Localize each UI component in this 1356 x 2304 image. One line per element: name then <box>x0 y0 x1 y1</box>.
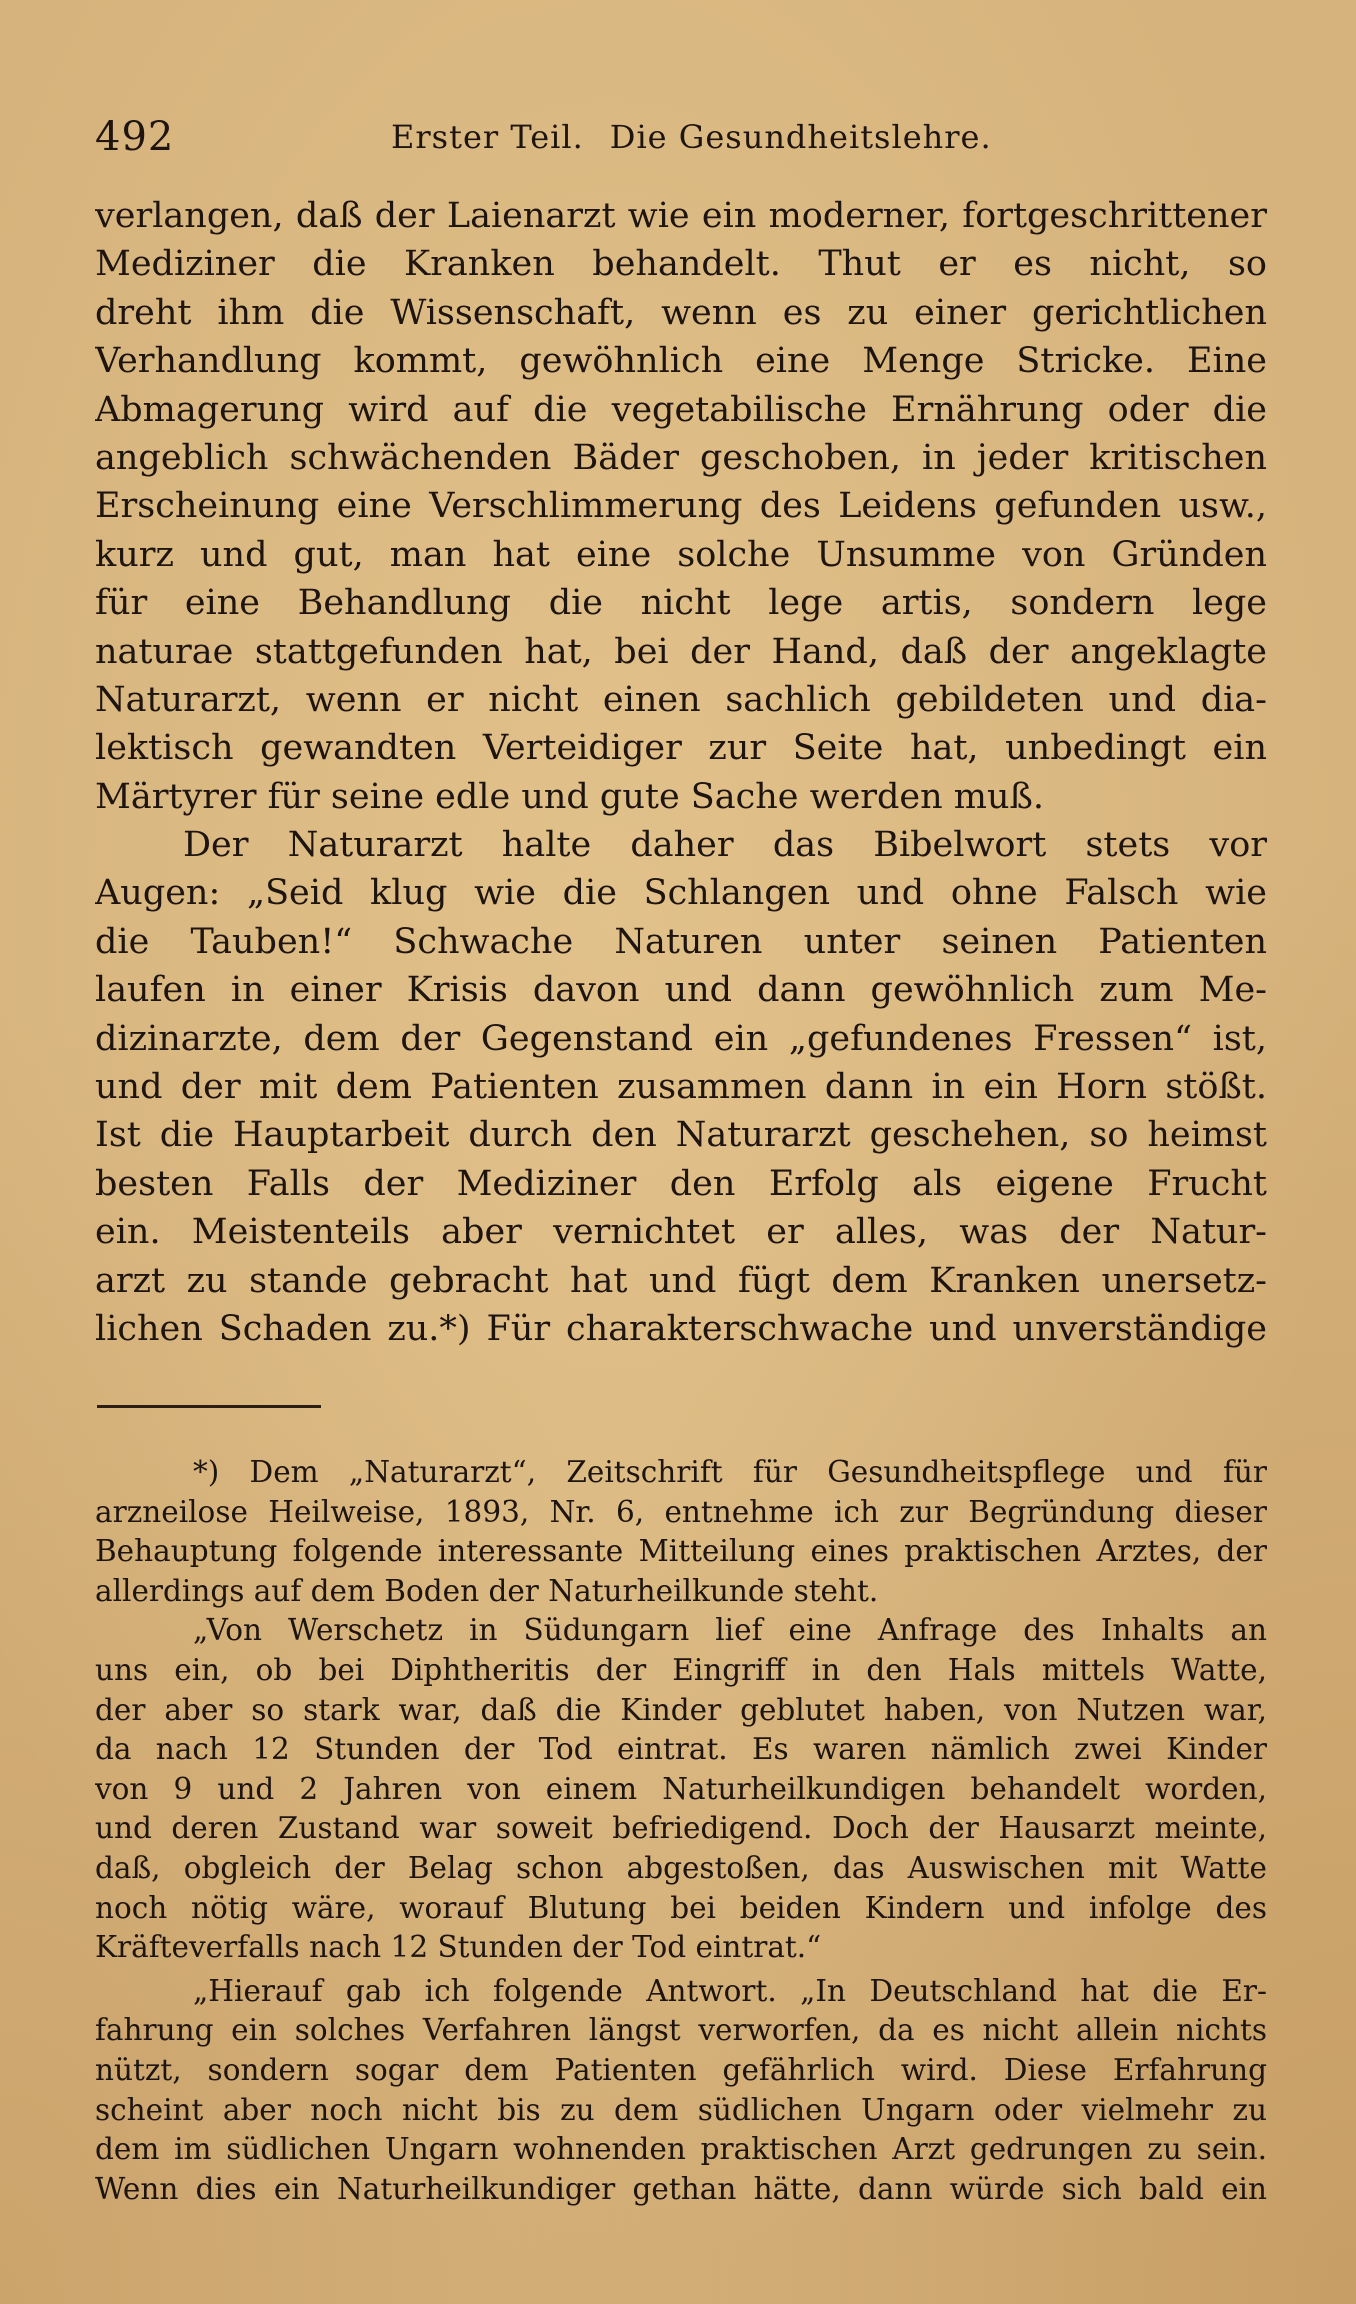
text-line: laufen in einer Krisis davon und dann gewöhnlich zum Me- <box>95 970 1267 1011</box>
text-line: arzt zu stande gebracht hat und fügt dem Kranken unersetz- <box>95 1260 1267 1301</box>
footnote-line: „Hierauf gab ich folgende Antwort. „In Deutschland hat die Er- <box>193 1973 1267 2008</box>
text-line: Ist die Hauptarbeit durch den Naturarzt geschehen, so heimst <box>95 1115 1267 1156</box>
footnote <box>95 1453 1267 2209</box>
footnote-line: fahrung ein solches Verfahren längst verworfen, da es nicht allein nichts <box>95 2013 1267 2048</box>
footnote-line: uns ein, ob bei Diphtheritis der Eingriff in den Hals mittels Watte, <box>95 1652 1267 1687</box>
text-line: für eine Behandlung die nicht lege artis, sondern lege <box>95 583 1267 624</box>
footnote-line: da nach 12 Stunden der Tod eintrat. Es waren nämlich zwei Kinder <box>95 1732 1267 1767</box>
footnote-line: Kräfteverfalls nach 12 Stunden der Tod eintrat.“ <box>95 1930 822 1965</box>
text-line: Naturarzt, wenn er nicht einen sachlich gebildeten und dia- <box>95 679 1267 720</box>
text-line: Abmagerung wird auf die vegetabilische Ernährung oder die <box>95 389 1267 430</box>
text-line: lichen Schaden zu.*) Für charakterschwache und unverständige <box>95 1308 1267 1349</box>
running-head <box>95 108 1267 168</box>
book-page <box>95 0 1267 2304</box>
text-line: naturae stattgefunden hat, bei der Hand, daß der angeklagte <box>95 631 1267 672</box>
text-line: Erscheinung eine Verschlimmerung des Leidens gefunden usw., <box>95 486 1267 527</box>
footnote-line: *) Dem „Naturarzt“, Zeitschrift für Gesundheitspflege und für <box>193 1455 1267 1489</box>
text-line: dizinarzte, dem der Gegenstand ein „gefundenes Fressen“ ist, <box>95 1018 1267 1059</box>
text-line: lektisch gewandten Verteidiger zur Seite hat, unbedingt ein <box>95 728 1267 769</box>
footnote-line: Behauptung folgende interessante Mitteilung eines praktischen Arztes, der <box>95 1534 1267 1569</box>
body-text <box>95 192 1267 1353</box>
footnote-line: allerdings auf dem Boden der Naturheilkunde steht. <box>95 1573 879 1608</box>
text-line: dreht ihm die Wissenschaft, wenn es zu einer gerichtlichen <box>95 292 1267 333</box>
text-line: verlangen, daß der Laienarzt wie ein moderner, fortgeschrittener <box>95 196 1267 236</box>
footnote-line: nützt, sondern sogar dem Patienten gefährlich wird. Diese Erfahrung <box>95 2052 1267 2087</box>
footnote-line: und deren Zustand war soweit befriedigend. Doch der Hausarzt meinte, <box>95 1811 1267 1846</box>
text-line: Verhandlung kommt, gewöhnlich eine Menge Stricke. Eine <box>95 341 1267 382</box>
footnote-line: scheint aber noch nicht bis zu dem südlichen Ungarn oder vielmehr zu <box>95 2092 1267 2127</box>
text-line: Augen: „Seid klug wie die Schlangen und ohne Falsch wie <box>95 873 1267 914</box>
footnote-line: von 9 und 2 Jahren von einem Naturheilkundigen behandelt worden, <box>95 1771 1267 1806</box>
text-line: kurz und gut, man hat eine solche Unsumme von Gründen <box>95 534 1267 575</box>
text-line: Märtyrer für seine edle und gute Sache werden muß. <box>95 776 1045 817</box>
footnote-line: der aber so stark war, daß die Kinder geblutet haben, von Nutzen war, <box>95 1692 1267 1727</box>
text-line: angeblich schwächenden Bäder geschoben, in jeder kritischen <box>95 437 1267 478</box>
footnote-line: Wenn dies ein Naturheilkundiger gethan hätte, dann würde sich bald ein <box>95 2171 1267 2206</box>
footnote-line: arzneilose Heilweise, 1893, Nr. 6, entnehme ich zur Begründung dieser <box>95 1494 1267 1529</box>
text-line: und der mit dem Patienten zusammen dann in ein Horn stößt. <box>95 1067 1267 1108</box>
chapter-title: Die Gesundheitslehre. <box>609 118 992 156</box>
footnote-line: daß, obgleich der Belag schon abgestoßen, das Auswischen mit Watte <box>95 1850 1267 1885</box>
text-line: Der Naturarzt halte daher das Bibelwort stets vor <box>183 825 1267 866</box>
part-title: Erster Teil. <box>391 118 584 156</box>
footnote-line: „Von Werschetz in Südungarn lief eine Anfrage des Inhalts an <box>193 1613 1267 1648</box>
page-number: 492 <box>95 114 175 160</box>
text-line: die Tauben!“ Schwache Naturen unter seinen Patienten <box>95 921 1267 962</box>
text-line: Mediziner die Kranken behandelt. Thut er es nicht, so <box>95 244 1267 285</box>
running-title <box>391 114 992 160</box>
footnote-divider <box>97 1405 321 1408</box>
text-line: besten Falls der Mediziner den Erfolg als eigene Frucht <box>95 1163 1267 1204</box>
footnote-line: dem im südlichen Ungarn wohnenden praktischen Arzt gedrungen zu sein. <box>95 2132 1267 2167</box>
footnote-line: noch nötig wäre, worauf Blutung bei beiden Kindern und infolge des <box>95 1890 1267 1925</box>
text-line: ein. Meistenteils aber vernichtet er alles, was der Natur- <box>95 1212 1267 1253</box>
